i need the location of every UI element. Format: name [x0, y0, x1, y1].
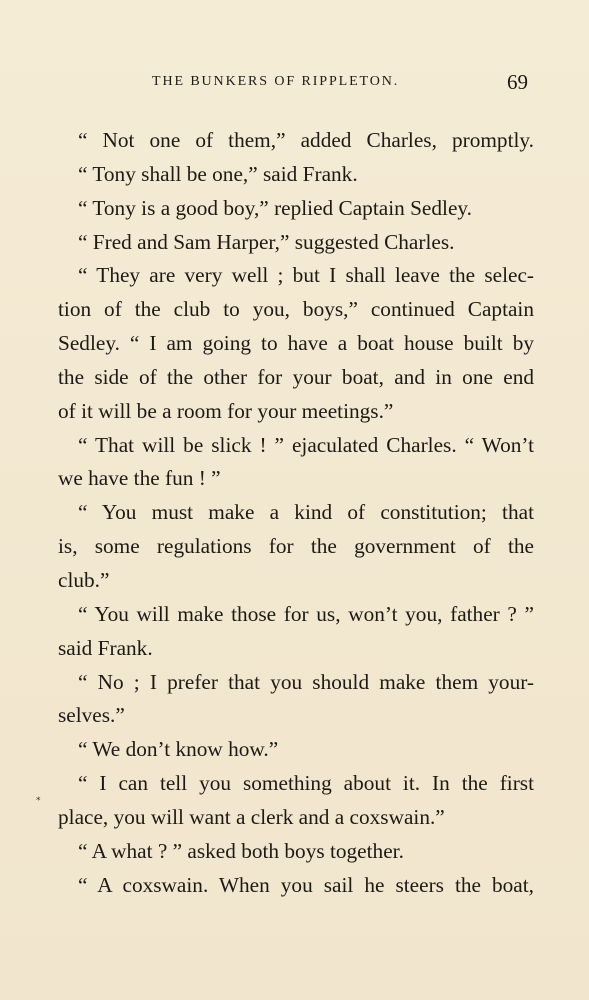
text-line: place, you will want a clerk and a coxswain.” — [58, 804, 445, 829]
margin-mark: * — [36, 796, 41, 806]
text-line: said Frank. — [58, 635, 153, 660]
page-number: 69 — [507, 70, 528, 94]
body-text — [58, 124, 534, 902]
text-line: tion of the club to you, boys,” continued Captain — [58, 297, 534, 322]
text-line: “ No ; I prefer that you should make them your- — [78, 669, 534, 694]
text-line: “ Fred and Sam Harper,” suggested Charles. — [78, 229, 455, 254]
text-line: “ I can tell you something about it. In the first — [78, 771, 534, 796]
text-line: “ Tony is a good boy,” replied Captain Sedley. — [78, 195, 472, 220]
running-head — [0, 66, 589, 96]
text-line: the side of the other for your boat, and in one end — [58, 364, 534, 389]
text-line: “ Tony shall be one,” said Frank. — [78, 161, 358, 186]
text-line: “ A coxswain. When you sail he steers the boat, — [78, 872, 534, 897]
text-line: “ They are very well ; but I shall leave the selec- — [78, 263, 534, 288]
text-line: “ That will be slick ! ” ejaculated Charles. “ Won’t — [78, 432, 534, 457]
text-line: selves.” — [58, 703, 125, 728]
text-line: club.” — [58, 567, 110, 592]
text-line: Sedley. “ I am going to have a boat house built by — [58, 331, 534, 356]
text-line: “ You must make a kind of constitution; that — [78, 500, 534, 525]
text-line: of it will be a room for your meetings.” — [58, 398, 394, 423]
text-line: “ We don’t know how.” — [78, 737, 279, 762]
text-line: “ You will make those for us, won’t you, father ? ” — [78, 601, 534, 626]
text-line: is, some regulations for the government of the — [58, 534, 534, 559]
text-line: “ Not one of them,” added Charles, promptly. — [78, 128, 534, 152]
running-title: THE BUNKERS OF RIPPLETON. — [152, 74, 400, 89]
text-line: we have the fun ! ” — [58, 466, 221, 491]
text-line: “ A what ? ” asked both boys together. — [78, 838, 404, 863]
